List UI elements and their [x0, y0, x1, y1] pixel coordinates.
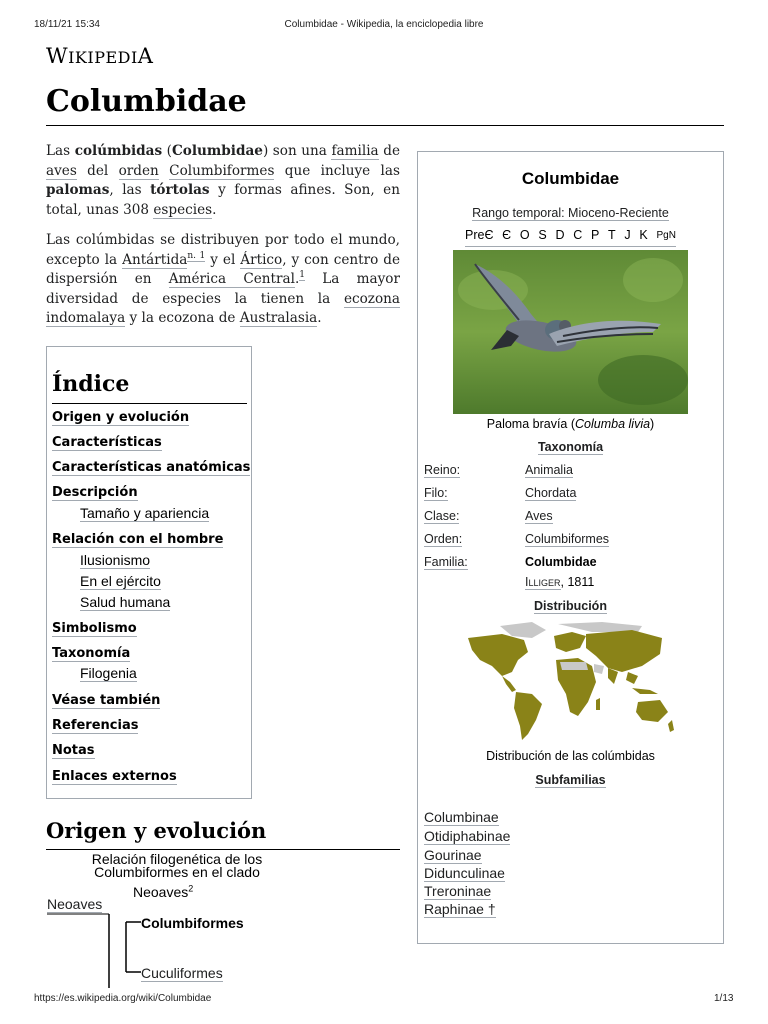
subfamily-link[interactable]: Treroninae: [424, 883, 492, 899]
taxon-rank-label[interactable]: Reino:: [424, 463, 461, 477]
inline-link[interactable]: familia: [331, 143, 379, 159]
cladogram-cuculiformes-link[interactable]: Cuculiformes: [141, 965, 223, 981]
taxon-rank-value[interactable]: Aves: [525, 509, 553, 523]
inline-link[interactable]: Antártida: [122, 251, 188, 268]
text-run: La mayor diversidad de especies la tienen la: [46, 271, 400, 307]
geologic-period[interactable]: Є: [502, 228, 512, 242]
toc-item[interactable]: Ilusionismo: [80, 552, 151, 568]
geologic-period[interactable]: K: [639, 228, 648, 242]
text-run: ) son una: [262, 143, 332, 159]
subfamily-link[interactable]: Gourinae: [424, 847, 482, 863]
taxonomy-header[interactable]: Taxonomía: [537, 440, 604, 454]
toc-item[interactable]: Tamaño y apariencia: [80, 505, 210, 521]
geologic-period[interactable]: PgN: [656, 230, 676, 241]
print-datetime: 18/11/21 15:34: [34, 19, 100, 30]
geologic-period[interactable]: T: [608, 228, 616, 242]
distribution-header[interactable]: Distribución: [534, 599, 607, 613]
toc-item[interactable]: Relación con el hombre: [52, 532, 224, 547]
text-run: Las colúmbidas se distribuyen por todo el mundo, excepto la: [46, 232, 400, 268]
taxon-rank-label[interactable]: Orden:: [424, 532, 463, 546]
taxon-rank-label[interactable]: Filo:: [424, 486, 448, 500]
text-run: .: [294, 271, 300, 287]
map-caption: Distribución de las colúmbidas: [486, 749, 655, 763]
toc-item[interactable]: Características: [52, 435, 162, 450]
taxon-rank-label[interactable]: Clase:: [424, 509, 460, 523]
cladogram-neoaves-label: Neoaves$^2$: [133, 883, 194, 900]
toc-item[interactable]: Origen y evolución: [52, 410, 190, 425]
subfamily-link[interactable]: Didunculinae: [424, 865, 505, 881]
inline-link[interactable]: orden: [118, 162, 159, 179]
cladogram-neoaves-link[interactable]: Neoaves: [47, 896, 103, 912]
toc-item[interactable]: Véase también: [52, 693, 161, 708]
toc-item[interactable]: Salud humana: [80, 594, 171, 610]
geologic-period[interactable]: J: [624, 228, 631, 242]
toc-item[interactable]: Enlaces externos: [52, 769, 177, 784]
bold-term: Columbidae: [171, 143, 263, 159]
geologic-period[interactable]: P: [590, 228, 600, 242]
cladogram-caption: Relación filogenética de los Columbiformes en el clado: [91, 851, 263, 880]
bold-term: colúmbidas: [74, 143, 163, 159]
text-run: .: [317, 310, 322, 326]
inline-link[interactable]: Australasia: [239, 310, 318, 326]
toc-item[interactable]: Simbolismo: [52, 621, 137, 636]
text-run: que incluye las: [274, 162, 400, 179]
taxon-authority[interactable]: Illiger, 1811: [525, 575, 595, 589]
toc-item[interactable]: Notas: [52, 743, 95, 758]
reference-sup[interactable]: n. 1: [187, 250, 206, 261]
taxon-rank-label[interactable]: Familia:: [424, 555, 468, 569]
text-run: (: [162, 143, 172, 159]
print-url[interactable]: https://es.wikipedia.org/wiki/Columbidae: [34, 993, 212, 1004]
geologic-timeline[interactable]: [465, 228, 676, 247]
toc-item[interactable]: Referencias: [52, 718, 139, 733]
inline-link[interactable]: Ártico: [240, 251, 283, 268]
geologic-period[interactable]: D: [555, 228, 565, 242]
toc-title: Índice: [52, 371, 130, 397]
section-title: Origen y evolución: [46, 818, 267, 843]
toc-item[interactable]: Filogenia: [80, 665, 137, 681]
bold-term: tórtolas: [150, 182, 210, 198]
taxon-rank-value[interactable]: Columbiformes: [525, 532, 610, 546]
text-run: Las: [46, 143, 75, 159]
subfamily-link[interactable]: Columbinae: [424, 809, 499, 825]
geologic-period[interactable]: C: [573, 228, 583, 242]
geologic-period[interactable]: O: [519, 228, 530, 242]
temporal-range[interactable]: Rango temporal: Mioceno-Reciente: [472, 206, 669, 220]
page-title: Columbidae: [46, 84, 247, 119]
infobox: [417, 151, 724, 944]
image-caption: Paloma bravía (Columba livia): [486, 417, 655, 431]
taxon-rank-value[interactable]: Animalia: [525, 463, 573, 477]
toc-item[interactable]: Descripción: [52, 485, 138, 500]
subfamily-link[interactable]: Raphinae †: [424, 901, 496, 917]
distribution-map[interactable]: [462, 620, 677, 746]
text-run: .: [212, 201, 217, 218]
print-doc-title: Columbidae - Wikipedia, la enciclopedia libre: [284, 19, 484, 30]
print-page-number: 1/13: [714, 993, 734, 1004]
subfamily-link[interactable]: Otidiphabinae: [424, 828, 511, 844]
text-run: , las: [109, 182, 151, 198]
inline-link[interactable]: ecozona indomalaya: [46, 290, 400, 326]
text-run: , y con centro de dispersión en: [46, 251, 400, 287]
infobox-title: Columbidae: [521, 169, 620, 188]
geologic-period[interactable]: PreЄ: [465, 228, 494, 242]
bold-term: palomas: [46, 182, 110, 198]
text-run: y formas afines. Son, en total, unas 308: [46, 182, 400, 218]
text-run: y la ecozona de: [125, 310, 240, 326]
cladogram-columbiformes: Columbiformes: [141, 915, 244, 931]
toc-item[interactable]: Taxonomía: [52, 646, 131, 661]
taxon-rank-value: Columbidae: [525, 555, 597, 569]
toc-item[interactable]: En el ejército: [80, 573, 161, 589]
geologic-period[interactable]: S: [538, 228, 547, 242]
toc-item[interactable]: Características anatómicas: [52, 460, 251, 475]
inline-link[interactable]: América Central: [168, 271, 295, 287]
wikipedia-wordmark[interactable]: WIKIPEDIA: [46, 44, 154, 68]
text-run: de: [378, 143, 400, 159]
reference-sup[interactable]: 1: [299, 270, 306, 281]
inline-link[interactable]: especies: [153, 201, 213, 218]
taxon-rank-value[interactable]: Chordata: [525, 486, 577, 500]
text-run: y el: [205, 251, 241, 268]
pigeon-photo[interactable]: [453, 250, 688, 414]
inline-link[interactable]: Columbiformes: [169, 162, 275, 179]
text-run: del: [76, 162, 119, 179]
subfamilies-header[interactable]: Subfamilias: [535, 773, 606, 787]
inline-link[interactable]: aves: [46, 162, 77, 179]
